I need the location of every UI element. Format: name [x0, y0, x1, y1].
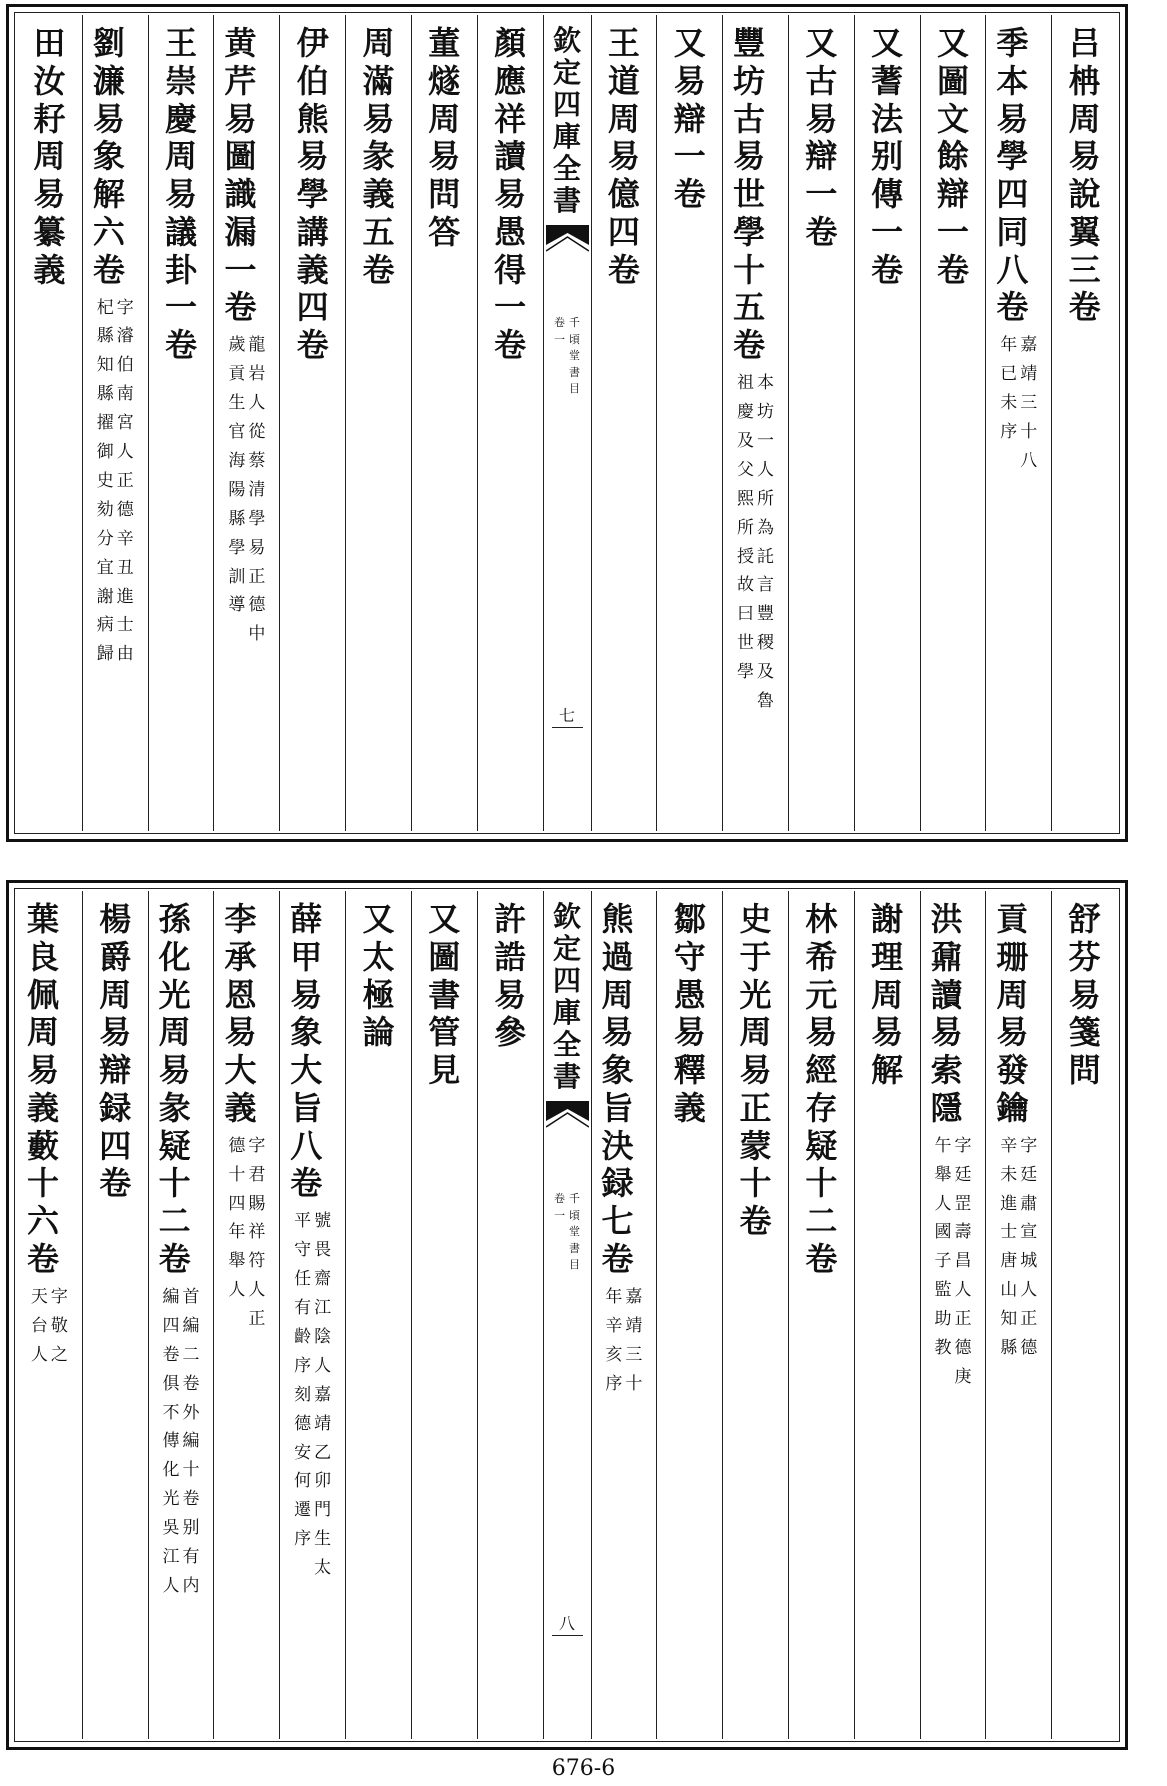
- annotation-line: 嘉 靖 三 十: [625, 1287, 643, 1394]
- entry-title: 熊 過 周 易 象 旨 決 録 七 卷: [601, 900, 634, 1278]
- entry-title: 顏 應 祥 讀 易 愚 得 一 卷: [494, 24, 527, 364]
- collection-title: 欽 定 四 庫 全 書: [552, 24, 581, 217]
- entry-annotation: [988, 1132, 1049, 1363]
- text-column: [722, 15, 788, 831]
- text-column: [411, 891, 477, 1739]
- entry-title: 黄 芹 易 圖 識 漏 一 卷: [224, 24, 257, 327]
- text-column: [345, 891, 411, 1739]
- center-fold-column: [543, 15, 591, 831]
- entry-title: 吕 柟 周 易 說 翼 三 卷: [1068, 24, 1101, 327]
- annotation-line: 本 坊 一 人 所 為 託 言 豐 稷 及 魯: [757, 373, 775, 711]
- annotation-line: 首 編 二 卷 外 編 十 卷 别 有 内: [182, 1287, 200, 1596]
- annotation-line: 年 已 未 序: [1000, 335, 1018, 443]
- annotation-line: 號 畏 齋 江 陰 人 嘉 靖 乙 卯 門 生 太: [314, 1211, 332, 1579]
- text-column: [656, 891, 722, 1739]
- annotation-line: 德 十 四 年 舉 人: [228, 1135, 246, 1301]
- entry-annotation: [282, 1207, 343, 1583]
- entry-title: 林 希 元 易 經 存 疑 十 二 卷: [805, 900, 838, 1278]
- entry-annotation: [923, 1132, 984, 1392]
- text-column: [722, 891, 788, 1739]
- entry-title: 謝 理 周 易 解: [871, 900, 904, 1089]
- text-column: [477, 891, 543, 1739]
- leaf-number: 八: [558, 1614, 575, 1633]
- annotation-line: 字 濬 伯 南 宮 人 正 德 辛 丑 進 士 由: [116, 297, 134, 665]
- center-fold-column: [543, 891, 591, 1739]
- page-leaf-1: [6, 4, 1128, 842]
- annotation-line: 辛 未 進 士 唐 山 知 縣: [1000, 1135, 1018, 1359]
- entry-title: 豐 坊 古 易 世 學 十 五 卷: [733, 24, 766, 364]
- text-column: [148, 15, 214, 831]
- entry-title: 舒 芬 易 箋 問: [1068, 900, 1101, 1089]
- text-column: [345, 15, 411, 831]
- column-grid: [17, 891, 1117, 1739]
- entry-title: 董 燧 周 易 問 答: [428, 24, 461, 251]
- text-column: [477, 15, 543, 831]
- collection-title: 欽 定 四 庫 全 書: [552, 900, 581, 1093]
- leaf-number: 七: [558, 706, 575, 725]
- entry-title: 許 誥 易 參: [494, 900, 527, 1052]
- text-column: [656, 15, 722, 831]
- text-column: [788, 891, 854, 1739]
- book-and-volume-label: 千 頃 堂 書 目 卷 一: [554, 316, 580, 395]
- text-column: [854, 891, 920, 1739]
- entry-title: 周 滿 易 彖 義 五 卷: [362, 24, 395, 289]
- fold-rule: [552, 1635, 583, 1636]
- text-column: [279, 891, 345, 1739]
- entry-title: 洪 鼐 讀 易 索 隱: [930, 900, 963, 1127]
- entry-title: 又 易 辯 一 卷: [673, 24, 706, 213]
- page-leaf-2: [6, 880, 1128, 1750]
- text-column: [279, 15, 345, 831]
- annotation-line: 字 君 賜 祥 符 人 正: [248, 1135, 266, 1330]
- column-grid: [17, 15, 1117, 831]
- annotation-line: 字 廷 罡 壽 昌 人 正 德 庚: [954, 1135, 972, 1387]
- text-column: [985, 891, 1051, 1739]
- annotation-line: 歲 貢 生 官 海 陽 縣 學 訓 導: [228, 335, 246, 616]
- entry-title: 王 崇 慶 周 易 議 卦 一 卷: [165, 24, 198, 364]
- entry-annotation: [216, 1132, 277, 1334]
- entry-annotation: [216, 331, 277, 649]
- annotation-line: 編 四 卷 俱 不 傳 化 光 吳 江 人: [162, 1287, 180, 1596]
- text-column: [213, 15, 279, 831]
- text-column: [17, 15, 82, 831]
- text-column: [213, 891, 279, 1739]
- fold-rule: [552, 727, 583, 728]
- fishtail-mark-icon: [546, 225, 589, 259]
- text-column: [1051, 15, 1117, 831]
- text-column: [82, 891, 148, 1739]
- annotation-line: 龍 岩 人 從 蔡 清 學 易 正 德 中: [248, 335, 266, 645]
- entry-title: 葉 良 佩 周 易 義 藪 十 六 卷: [27, 900, 60, 1278]
- text-column: [920, 15, 986, 831]
- text-column: [920, 891, 986, 1739]
- annotation-line: 杞 縣 知 縣 擢 御 史 劾 分 宜 謝 病 歸: [96, 297, 114, 665]
- annotation-line: 字 敬 之: [50, 1287, 68, 1365]
- text-column: [985, 15, 1051, 831]
- annotation-line: 午 舉 人 國 子 監 助 教: [934, 1135, 952, 1359]
- entry-title: 孫 化 光 周 易 彖 疑 十 二 卷: [158, 900, 191, 1278]
- annotation-line: 字 廷 肅 宣 城 人 正 德: [1020, 1135, 1038, 1359]
- entry-title: 劉 濂 易 象 解 六 卷: [92, 24, 125, 289]
- entry-title: 王 道 周 易 億 四 卷: [607, 24, 640, 289]
- text-column: [1051, 891, 1117, 1739]
- entry-title: 田 汝 耔 周 易 纂 義: [33, 24, 66, 289]
- entry-title: 又 古 易 辯 一 卷: [805, 24, 838, 251]
- entry-title: 鄒 守 愚 易 釋 義: [673, 900, 706, 1127]
- entry-title: 李 承 恩 易 大 義: [224, 900, 257, 1127]
- text-column: [591, 15, 657, 831]
- entry-title: 又 太 極 論: [362, 900, 395, 1052]
- entry-title: 伊 伯 熊 易 學 講 義 四 卷: [296, 24, 329, 364]
- text-column: [17, 891, 82, 1739]
- annotation-line: 平 守 任 有 齡 序 刻 德 安 何 遷 序: [294, 1211, 312, 1550]
- entry-annotation: [85, 294, 146, 670]
- text-column: [411, 15, 477, 831]
- entry-title: 又 圖 文 餘 辯 一 卷: [936, 24, 969, 289]
- annotation-line: 嘉 靖 三 十 八: [1020, 335, 1038, 471]
- entry-annotation: [988, 331, 1049, 475]
- entry-annotation: [725, 369, 786, 716]
- annotation-line: 年 辛 亥 序: [605, 1287, 623, 1394]
- text-column: [788, 15, 854, 831]
- text-column: [854, 15, 920, 831]
- entry-annotation: [151, 1283, 212, 1601]
- annotation-line: 祖 慶 及 父 熙 所 授 故 曰 世 學: [737, 373, 755, 683]
- page-footer-number: 676-6: [551, 1756, 616, 1781]
- text-column: [82, 15, 148, 831]
- book-and-volume-label: 千 頃 堂 書 目 卷 一: [554, 1192, 580, 1271]
- entry-title: 又 蓍 法 别 傳 一 卷: [871, 24, 904, 289]
- entry-title: 季 本 易 學 四 同 八 卷: [996, 24, 1029, 327]
- entry-title: 貢 珊 周 易 發 鑰: [996, 900, 1029, 1127]
- entry-title: 楊 爵 周 易 辯 録 四 卷: [99, 900, 132, 1203]
- entry-annotation: [19, 1283, 80, 1370]
- text-column: [591, 891, 657, 1739]
- text-column: [148, 891, 214, 1739]
- fishtail-mark-icon: [546, 1101, 589, 1135]
- entry-title: 薛 甲 易 象 大 旨 八 卷: [290, 900, 323, 1203]
- entry-title: 又 圖 書 管 見: [428, 900, 461, 1089]
- entry-annotation: [594, 1283, 655, 1399]
- entry-title: 史 于 光 周 易 正 蒙 十 卷: [739, 900, 772, 1240]
- annotation-line: 天 台 人: [30, 1287, 48, 1365]
